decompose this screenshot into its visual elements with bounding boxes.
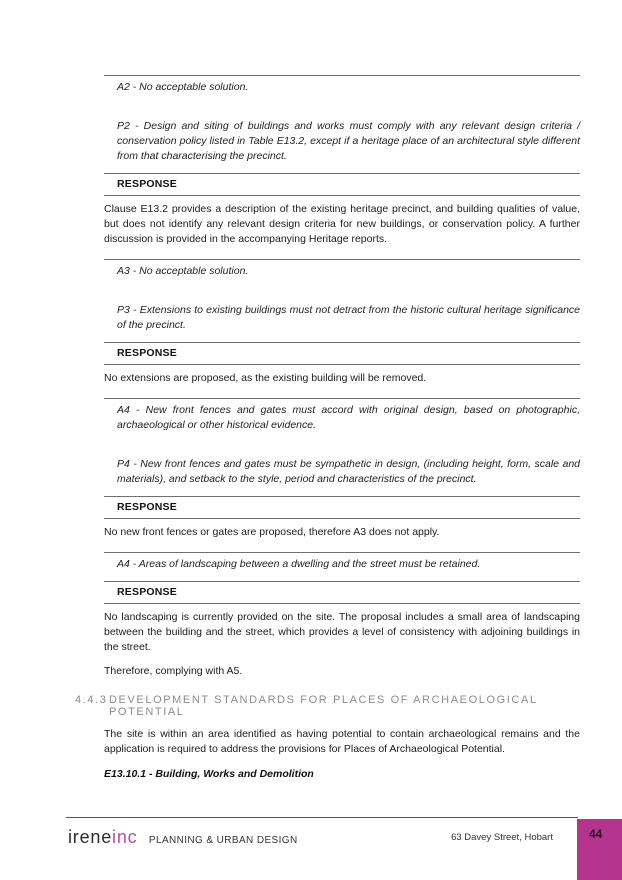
logo-tagline: PLANNING & URBAN DESIGN — [148, 835, 298, 846]
section-title: DEVELOPMENT STANDARDS FOR PLACES OF ARCHAEOLOGICAL POTENTIAL — [109, 694, 538, 718]
logo-text-accent: inc — [112, 827, 138, 847]
performance-criterion-quote: P3 - Extensions to existing buildings must not detract from the historic cultural heritage significance of the precinct. — [117, 304, 580, 331]
standard-block — [104, 75, 580, 247]
standard-block — [104, 259, 580, 386]
performance-criterion-quote: P2 - Design and siting of buildings and works must comply with any relevant design criteria / conservation policy listed in Table E13.2, except if a heritage place of an architectural style different from that characterising the precinct. — [117, 120, 580, 162]
section-paragraph: The site is within an area identified as having potential to contain archaeological remains and the application is required to address the provisions for Places of Archaeological Potential. — [104, 728, 580, 755]
section-number: 4.4.3 — [75, 694, 108, 706]
page-number: 44 — [589, 827, 603, 841]
response-label: RESPONSE — [104, 342, 580, 365]
section-heading — [75, 694, 580, 718]
response-body — [104, 196, 580, 247]
response-label: RESPONSE — [104, 173, 580, 196]
company-logo — [68, 827, 298, 848]
logo-text-primary: irene — [68, 827, 113, 847]
response-label: RESPONSE — [104, 496, 580, 519]
standard-block — [104, 398, 580, 540]
acceptable-solution-quote: A2 - No acceptable solution. — [117, 81, 249, 93]
page-number-box — [577, 819, 622, 880]
acceptable-solution-quote: A4 - New front fences and gates must accord with original design, based on photographic, archaeological or other historical evidence. — [117, 404, 580, 431]
response-body — [104, 604, 580, 679]
standard-quote-section — [104, 259, 580, 342]
footer-rule — [66, 817, 578, 818]
acceptable-solution-quote: A4 - Areas of landscaping between a dwelling and the street must be retained. — [117, 558, 481, 570]
response-body — [104, 519, 580, 540]
section-archaeological-potential — [75, 694, 580, 780]
response-paragraph: Therefore, complying with A5. — [104, 665, 243, 677]
response-paragraph: No new front fences or gates are proposed, therefore A3 does not apply. — [104, 526, 440, 538]
standard-quote-section — [104, 75, 580, 173]
acceptable-solution-quote: A3 - No acceptable solution. — [117, 265, 249, 277]
standard-quote-section — [104, 398, 580, 496]
response-paragraph: No landscaping is currently provided on the site. The proposal includes a small area of landscaping between the building and the street, which provides a level of consistency with adjoining buildings in the street. — [104, 611, 580, 653]
response-body — [104, 365, 580, 386]
standard-block — [104, 552, 580, 679]
standard-quote-section — [104, 552, 580, 581]
response-paragraph: Clause E13.2 provides a description of the existing heritage precinct, and building qualities of value, but does not identify any relevant design criteria for new buildings, or conservation policy. A further discussion is provided in the accompanying Heritage reports. — [104, 203, 580, 245]
response-paragraph: No extensions are proposed, as the existing building will be removed. — [104, 372, 427, 384]
clause-subheading: E13.10.1 - Building, Works and Demolition — [104, 768, 314, 780]
page-footer — [0, 817, 622, 880]
page-content — [75, 75, 580, 780]
response-label: RESPONSE — [104, 581, 580, 604]
footer-address: 63 Davey Street, Hobart — [451, 832, 553, 843]
performance-criterion-quote: P4 - New front fences and gates must be sympathetic in design, (including height, form, scale and materials), and setback to the style, period and characteristics of the precinct. — [117, 458, 580, 485]
